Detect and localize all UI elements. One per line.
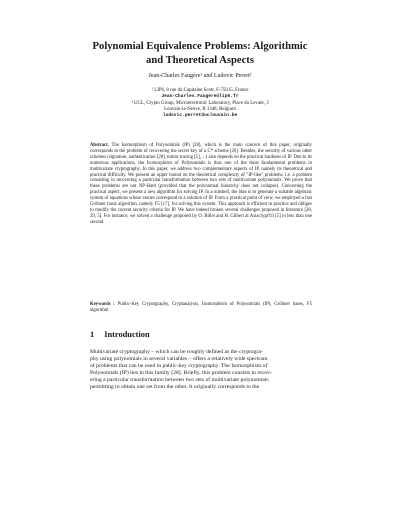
affiliation-2-email: ludovic.perret@uclouvain.be — [162, 113, 238, 119]
paragraph-line: Multivariate cryptography – which can be roughly defined as the cryptogra- — [90, 349, 263, 355]
section-heading — [90, 330, 312, 340]
paragraph-line: ering a particular transformation between two sets of multivariate polynomials — [90, 377, 269, 384]
paragraph-line: permitting to obtain one set from the other. It originally corresponds to the — [90, 384, 260, 391]
keywords-label: Keywords : — [90, 302, 115, 307]
section-number: 1 — [90, 330, 95, 339]
paragraph-line: phy using polynomials in several variables – offers a relatively wide spectrum — [90, 356, 268, 363]
affiliation-2 — [60, 101, 340, 119]
affiliation-2-address-line2: Louvain-la-Neuve, B 1348, Belgium — [164, 107, 236, 113]
abstract-text: The Isomorphism of Polynomials (IP) [28], which is the main concern of this paper, originally corresponds to the problem of recovering the secret key of a C* scheme [26]. Besides, the security of various other schemes (signature, authentication [28], traitor tracing [5], ...) also depends on the practical hardness of IP. Due to its numerous applications, the Isomorphism of Polynomials is thus one of the most fundamental problems in multivariate cryptography. In this paper, we address two complementary aspects of IP, namely its theoretical and practical difficulty. We present an upper bound on the theoretical complexity of "IP-like" problems, i.e. a problem consisting in recovering a particular transformation between two sets of multivariate polynomials. We prove that these problems are not NP-Hard (provided that the polynomial hierarchy does not collapse). Concerning the practical aspect, we present a new algorithm for solving IP. In a nutshell, the idea is to generate a suitable algebraic system of equations whose zeroes correspond to a solution of IP. From a practical point of view, we employed a fast Gröbner basis algorithm, namely F5 [17], for solving this system. This approach is efficient in practice and obliges to modify the current security criteria for IP. We have indeed broken several challenges proposed in literature [28, 29, 5]. For instance, we solved a challenge proposed by O. Billet and H. Gilbert at Asiacrypt'03 [5] in less than one second. — [90, 143, 312, 225]
affiliations — [60, 88, 340, 120]
keywords — [90, 302, 312, 314]
section-title-text: Introduction — [104, 330, 150, 339]
abstract — [90, 143, 312, 226]
abstract-label: Abstract. — [90, 143, 109, 148]
introduction-paragraph — [90, 349, 314, 392]
paper-title: Polynomial Equivalence Problems: Algorithmic and Theoretical Aspects — [92, 41, 308, 66]
paragraph-line: of problems that can be used in public-key cryptography. The Isomorphism of — [90, 363, 268, 370]
keywords-text: Public-Key Cryptography, Cryptanalysis, Isomorphism of Polynomials (IP), Gröbner bases, F5 algorithm — [90, 302, 313, 313]
paragraph-line: Polynomials (IP) lies in this family [28]. Briefly, this problem consists in recov- — [90, 370, 272, 377]
affiliation-1 — [60, 88, 340, 100]
authors: Jean-Charles Faugère¹ and Ludovic Perret² — [148, 73, 252, 79]
affiliation-2-address-line1: ² UCL, Crypto Group, Microelectronic Laboratory, Place du Levant, 3 — [131, 101, 269, 107]
affiliation-1-email: Jean-Charles.Faugere@lip6.fr — [161, 94, 239, 100]
affiliation-1-address: ¹ LIP6, 8 rue du Capitaine Scott, F-75015, France — [151, 88, 249, 93]
